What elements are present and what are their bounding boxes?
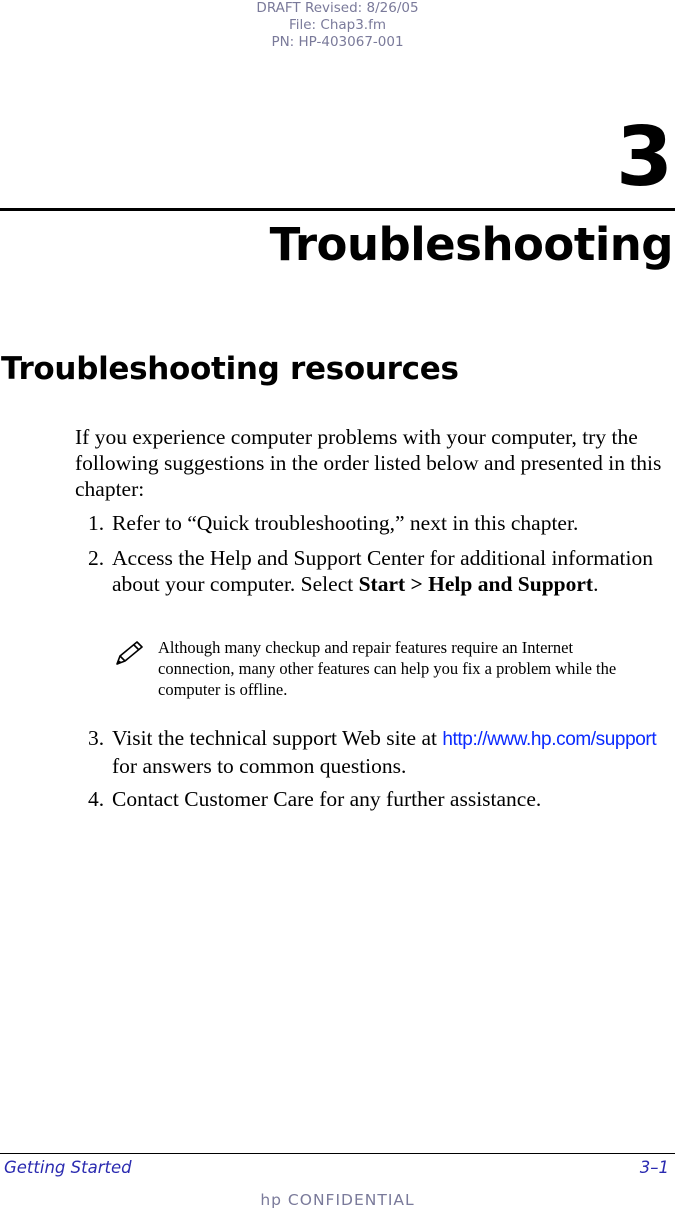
intro-paragraph: If you experience computer problems with your computer, try the following suggestions in the order listed below and presented in this chapter: [75, 425, 662, 501]
list-item-step-1 [88, 510, 675, 536]
draft-stamp [0, 0, 675, 51]
step-text: Contact Customer Care for any further assistance. [112, 787, 542, 811]
draft-file-line: File: Chap3.fm [288, 17, 387, 33]
step-text [112, 545, 675, 597]
footer-page-number: 3–1 [639, 1158, 669, 1177]
confidential-label: hp CONFIDENTIAL [260, 1191, 415, 1209]
step-number: 4. [88, 787, 105, 811]
chapter-title: Troubleshooting [269, 218, 673, 271]
chapter-number: 3 [615, 110, 673, 205]
step-number: 3. [88, 726, 105, 750]
menu-path-start-help-support: Start > Help and Support [358, 572, 594, 596]
step-text-end: . [593, 572, 599, 596]
step-number: 1. [88, 511, 105, 535]
pencil-note-icon [112, 639, 146, 669]
footer-divider [0, 1153, 675, 1154]
note-text: Although many checkup and repair features require an Internet connection, many other features can help you fix a problem while the computer is offline. [158, 638, 617, 699]
step-text-plain: Visit the technical support Web site at [112, 726, 443, 750]
step-text-plain: Access the Help and Support Center for additional information about your computer. Select [112, 546, 653, 596]
step-text-end: for answers to common questions. [112, 754, 407, 778]
list-item-step-4 [88, 786, 675, 812]
draft-part-number-line: PN: HP-403067-001 [271, 34, 404, 50]
list-item-step-2 [88, 545, 675, 597]
chapter-divider [0, 208, 675, 211]
step-text [112, 725, 675, 779]
note-box [112, 637, 632, 700]
list-item-step-3 [88, 725, 675, 779]
section-heading: Troubleshooting resources [1, 351, 459, 387]
step-text: Refer to “Quick troubleshooting,” next in this chapter. [112, 511, 579, 535]
draft-revised-line: DRAFT Revised: 8/26/05 [256, 0, 419, 16]
support-link[interactable]: http://www.hp.com/support [442, 729, 657, 750]
footer-book-title: Getting Started [4, 1158, 132, 1177]
step-number: 2. [88, 546, 105, 570]
